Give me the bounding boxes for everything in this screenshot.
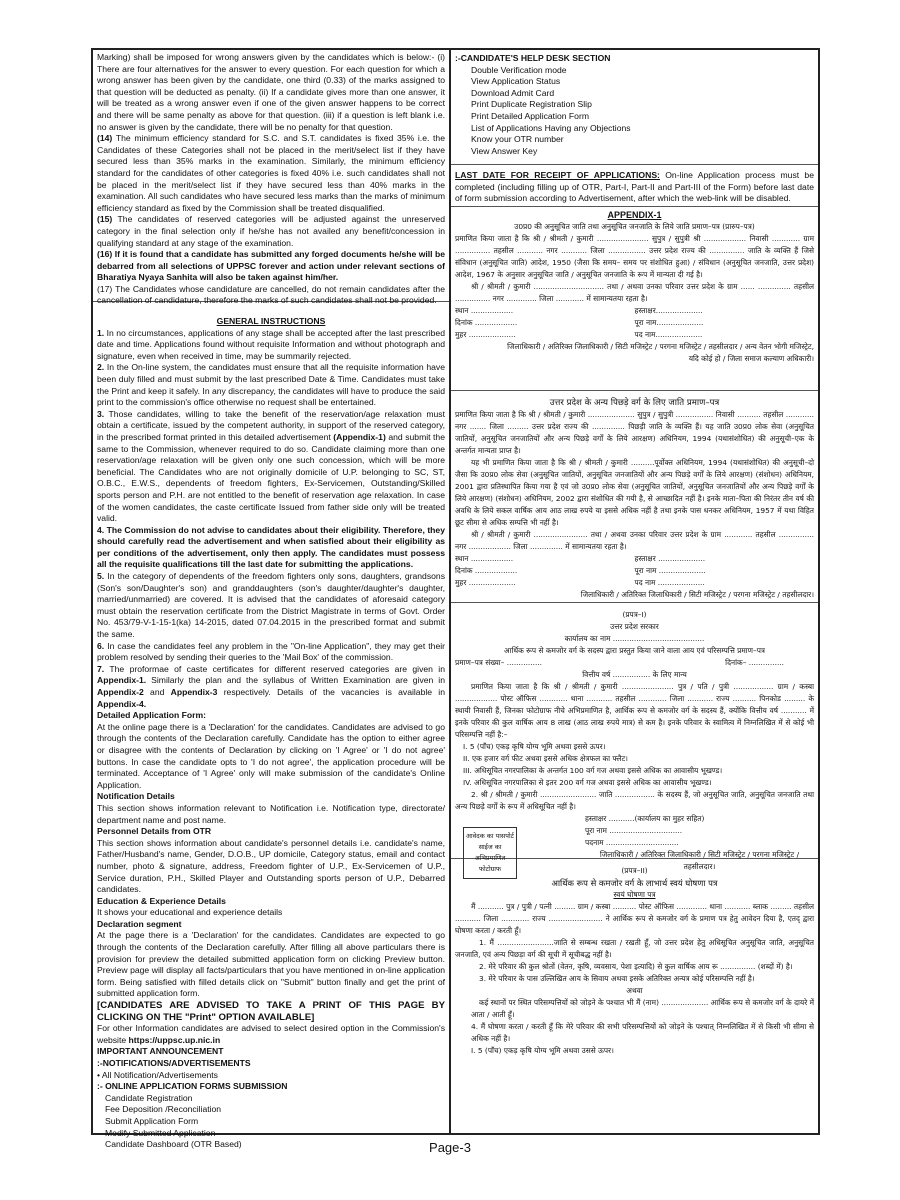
instruction-text: respectively. Details of the vacancies is available in [217,687,445,697]
notifications-heading: :-NOTIFICATIONS/ADVERTISEMENTS [97,1058,251,1068]
instruction-text: and [143,687,171,697]
detailed-form-text: At the online page there is a 'Declaration' for the candidates. Candidates are advised to go through the contents of the Declaration carefully. Candidate has the option to either agree or disagree with the contents of Declaration by clicking on 'I Agree' or 'I do not agree' buttons. In case the candidate opts to 'I do not agree', the application procedure will be terminated. Acceptance of 'I Agree' only will make submission of the candidate's Online Application. [97,721,445,790]
appendix-reference: Appendix-3 [170,687,218,697]
ews-body: प्रमाणित किया जाता है कि श्री / श्रीमती / कुमारी ...................... पुत्र / पति / पुत्री ................. ग्राम / कस्बा .................. पोस्ट ऑफिस ............ थाना ........... तहसील ............ जिला ........... राज्य .......... पिनकोड ......... के स्थायी निवासी हैं, जिनका फोटोग्राफ नीचे अभिप्रमाणित है, आर्थिक रूप से कमजोर वर्ग के सदस्य हैं, क्योंकि वित्तीय वर्ष ........... में इनके परिवार की कुल वार्षिक आय 8 लाख (आठ लाख रुपये मात्र) से कम है। इनके परिवार के स्वामित्व में निम्नलिखित में से कोई भी परिसम्पत्ति नहीं है:– [455,682,814,739]
personnel-details-heading: Personnel Details from OTR [97,826,212,837]
last-date-notice [455,170,814,205]
rule-16 [97,249,445,284]
obc-certificate [451,391,818,603]
instruction-text: 4. The Commission do not advise to candidates about their eligibility. Therefore, they should carefully read the advertisement and when satisfied about their eligibility as per conditions of the advertisement, only then apply. The candidates must possess all the requisite qualifications till the last date for submitting the applications. [97,524,445,570]
online-form-item[interactable]: Candidate Dashboard (OTR Based) [105,1139,242,1150]
designation-field: पद नाम .................... [634,578,705,587]
instruction-number: 7. [97,663,105,674]
declaration-point-3b: कई स्थानों पर स्थित परिसम्पत्तियों को जोड़ने के पश्चात भी मैं (नाम) .................... आर्थिक रूप से कमजोर वर्ग के दायरे में आता / आती हूँ। [471,998,814,1019]
appendix-reference: (Appendix-1) [333,431,386,442]
help-desk-heading: :-CANDIDATE'S HELP DESK SECTION [455,53,611,63]
instruction-number: 1. [97,327,105,338]
online-form-item[interactable]: Submit Application Form [105,1115,199,1126]
instruction-text: In the On-line system, the candidates must ensure that all the requisite information have been duly filled and must submit by the last prescribed Date & Time. Candidates must take the Print and keep it safely. In any discrepancy, the candidates will have to produce the said print to the commission's office otherwise no request shall be entertained. [97,362,445,408]
help-desk-section [451,50,818,165]
rule-14-number: (14) [97,133,113,144]
instruction-number: 2. [97,362,105,373]
office-name: कार्यालय का नाम ....................................... [564,634,705,643]
instruction-3 [97,409,445,525]
general-instructions-section [93,302,449,1153]
instruction-text: and submit the same to the Commission, whenever required to do so. Candidate claiming more than one reservation/age relaxation will be given only one such concession, which will be more beneficial. The Candidates who are not originally domicile of U.P. belonging to SC, ST, O.B.C., E.W.S., dependents of freedom fighters, Ex-Servicemen, Outstanding/Skilled sports person and P.H. are not entitled to the benefit of reservation age relaxation. In case of the women candidates, the caste certificate Issued from father side only will be treated valid. [97,431,445,524]
signature-field: हस्ताक्षर ...........(कार्यालय का मुहर सहित) [585,814,705,823]
full-name-field: पूरा नाम .................... [634,566,706,575]
appendix-reference: Appendix-2 [97,687,144,697]
appendix-reference: Appendix-1. [97,675,147,686]
online-form-item[interactable]: Fee Deposition /Reconciliation [105,1104,222,1115]
rule-15-text: The candidates of reserved categories will be adjusted against the unreserved category in the final selection only if he/she has not availed any benefit/concession in qualifying standard at any stage of the examination. [97,214,445,248]
cert-number-row [455,657,814,669]
certificate-number: प्रमाण–पत्र संख्या– ............... [455,658,543,667]
form-2-label: (प्रपत्र–II) [621,866,648,875]
asset-item: III. अधिसूचित नगरपालिका के अन्तर्गत 100 वर्ग गज अथवा इससे अधिक का आवासीय भूखण्ड। [463,766,723,775]
rule-17-text: The Candidates whose candidature are cancelled, do not remain candidates after the cancellation of candidature, therefore the marks of such candidates shall not be provided. [97,283,445,306]
full-name-field: पूरा नाम ............................... [585,826,683,835]
date-field: दिनांक .................. [455,318,518,327]
marking-rules-section [93,50,449,306]
sc-st-heading: उ0प्र0 की अनुसूचित जाति तथा अनुसूचित जनजाति के लिये जाति प्रमाण–पत्र (प्रारुप–पत्र) [514,222,755,231]
instruction-1 [97,328,445,363]
signature-field: हस्ताक्षर .................... [634,554,706,563]
notification-details-text: This section shows information relevant to Notification i.e. Notification type, directorate/ department name and post name. [97,802,445,825]
obc-authority: जिलाधिकारी / अतिरिक्त जिलाधिकारी / सिटी मजिस्ट्रेट / परगना मजिस्ट्रेट / तहसीलदार। [580,590,814,599]
help-desk-item[interactable]: View Application Status [471,76,561,87]
appendix-reference: Appendix-4. [97,698,147,709]
declaration-point-1: 1. मैं ........................जाति से सम्बन्ध रखता / रखती हूँ, जो उत्तर प्रदेश हेतु अधिसूचित अनुसूचित जाति, अनुसूचित जनजाति, एवं अन्य पिछड़ा वर्ग की सूची में सूचीबद्ध नहीं है। [455,938,814,959]
sc-st-residence: श्री / श्रीमती / कुमारी .............................. तथा / अथवा उनका परिवार उत्तर प्रदेश के ग्राम ...... .............. तहसील ............... नगर ............. जिला ............ में सामान्यतया रहता है। [455,282,814,303]
print-advice: [CANDIDATES ARE ADVISED TO TAKE A PRINT OF THIS PAGE BY CLICKING ON THE "Print" OPTION AVAILABLE] [97,1000,445,1023]
page-number: Page-3 [429,1140,471,1155]
right-column [451,50,818,1133]
designation-field: पदनाम ............................... [585,838,679,847]
marking-paragraph: Marking) shall be imposed for wrong answers given by the candidates which is below:- (i) There are four alternatives for the answer to every question. For each question for which a wrong answer has been given by the candidate, one third (0.33) of the marks assigned to that question will be deducted as penalty. (ii) If a candidate gives more than one answer, it will be treated as a wrong answer even if one of the given answer happens to be correct and there will be same penalty as above for that question. (iii) if a question is left blank i.e. no answer is given by the candidate, there will be no penalty for that question. [97,52,445,132]
declaration-heading: Declaration segment [97,918,182,929]
rule-15-number: (15) [97,214,113,225]
rule-17-number: (17) [97,283,113,294]
help-desk-item[interactable]: Download Admit Card [471,87,555,98]
rule-16-text: (16) If it is found that a candidate has submitted any forged documents he/she will be debarred from all selections of UPPSC forever and action under relevant sections of Bharatiya Nyaya Sanhita will also be taken against him/her. [97,249,445,283]
help-desk-item[interactable]: View Answer Key [471,145,538,156]
or-separator: अथवा [626,986,643,995]
declaration-point-2: 2. मेरे परिवार की कुल श्रोतों (वेतन, कृषि, व्यवसाय, पेशा इत्यादि) से कुल वार्षिक आय रू ............... (शब्दों में) है। [479,962,793,971]
instruction-text: In the category of dependents of the freedom fighters only sons, daughters, grandsons (Son's son/Daughter's son) and granddaughters (son's daughter/daughter's daughter, married/unmarried) are covered. It is advised that the candidates of aforesaid category must obtain the reservation certificate from the District Magistrate in terms of Govt. Order No. 453/79-V-1-15-1(ka) 14-2015, dated 07.04.2015 in the prescribed format and submit the same. [97,571,445,640]
instruction-5 [97,571,445,641]
photo-placeholder-box: आवेदक का पासपोर्ट साईज का अभिप्रमाणित फोटोग्राफ [463,827,517,879]
rule-15 [97,214,445,249]
rule-17 [97,284,445,307]
help-desk-item[interactable]: Know your OTR number [471,134,564,145]
important-announcement-heading: IMPORTANT ANNOUNCEMENT [97,1046,224,1057]
sc-st-signature-block [455,305,814,341]
instruction-7 [97,664,445,710]
online-form-item[interactable]: Modify Submitted Application [105,1127,216,1138]
sc-st-authority: जिलाधिकारी / अतिरिक्त जिलाधिकारी / सिटी मजिस्ट्रेट / परगना मजिस्ट्रेट / तहसीलदार / अन्य वेतन भोगी मजिस्ट्रेट, यदि कोई हो / जिला समाज कल्याण अधिकारी। [507,342,814,363]
rule-14-text: The minimum efficiency standard for S.C. and S.T. candidates is fixed 35% i.e. the Candidates of these Categories shall not be placed in the merit/select list if they have secured less than 35% marks in the examination. Similarly, the minimum efficiency standard for the candidates of other categories is fixed 40% i.e. such candidates shall not be placed in the merit/select list if they have secured less than 40% marks in the examination. All such candidates who have secured less marks than the marks of minimum efficiency standard as fixed by the Commission shall be treated disqualified. [97,133,445,213]
help-desk-item[interactable]: List of Applications Having any Objections [471,122,631,133]
website-link[interactable]: https://uppsc.up.nic.in [128,1034,221,1045]
last-date-label: LAST DATE FOR RECEIPT OF APPLICATIONS: [455,170,660,180]
asset-item: IV. अधिसूचित नगरपालिका से इतर 200 वर्ग गज अथवा इससे अधिक का आवासीय भूखण्ड। [463,778,712,787]
rule-14 [97,133,445,214]
notifications-item[interactable]: • All Notification/Advertisements [97,1069,218,1080]
last-date-section [451,165,818,207]
place-field: स्थान .................. [455,554,514,563]
asset-item: II. एक हजार वर्ग फीट अथवा इससे अधिक क्षेत्रफल का फ्लैट। [463,754,628,763]
ews-self-declaration [451,859,818,1059]
declaration-text: At the page there is a 'Declaration' for the candidates. Candidates are expected to go through the contents of the Declaration carefully. After filling all above particulars there is provision for preview the detailed submitted application form on clicking Preview button. Preview page will display all facts/particulars that you have mentioned in on-line application form. Being satisfied with filled details click on "Submit" button finally and get the print of submitted application form. [97,930,445,999]
seal-field: मुहर .................... [455,578,516,587]
ews-caste-statement: 2. श्री / श्रीमती / कुमारी ........................ जाति ................. के सदस्य हैं, जो अनुसूचित जाति, अनुसूचित जनजाति तथा अन्य पिछड़े वर्गों के रूप में अधिसूचित नहीं है। [455,790,814,811]
instruction-6 [97,641,445,664]
general-instructions-title: GENERAL INSTRUCTIONS [216,316,326,326]
education-text: It shows your educational and experience details [97,907,283,918]
instruction-number: 6. [97,640,105,651]
declaration-point-4-i: I. 5 (पाँच) एकड़ कृषि योग्य भूमि अथवा उससे ऊपर। [471,1046,614,1055]
instruction-text: The proformae of caste certificates for different reserved categories are given in [104,663,445,674]
obc-residence: श्री / श्रीमती / कुमारी ....................... तथा / अथवा उनका परिवार उत्तर प्रदेश के ग्राम ............ तहसील ............... नगर .................. जिला .............. में सामान्यतया रहता है। [455,530,814,551]
instruction-4 [97,525,445,571]
ews-cert-title: आर्थिक रूप से कमजोर वर्ग के सदस्य द्वारा प्रस्तुत किया जाने वाला आय एवं परिसम्पत्ति प्रमाण–पत्र [503,646,766,655]
obc-body-2: यह भी प्रमाणित किया जाता है कि श्री / श्रीमती / कुमारी ..........पूर्वोक्त अधिनियम, 1994 (यथासंशोधित) की अनुसूची–दो जैसा कि उ0प्र0 लोक सेवा (अनुसूचित जातियों, अनुसूचित जनजातियों और अन्य पिछड़े वर्गों के लिये आरक्षण) (संशोधन) अधिनियम, 2001 द्वारा प्रतिस्थापित किया गया है एवं जो उ0प्र0 लोक सेवा (अनुसूचित जातियों, अनुसूचित जनजातियों और अन्य पिछड़े वर्गों के लिये आरक्षण) (संशोधन) अधिनियम, 2002 द्वारा संशोधित की गयी है, से आच्छादित नहीं है। इनके माता–पिता की निरंतर तीन वर्ष की अवधि के लिये सकल वार्षिक आय आठ लाख रुपये या इससे अधिक नहीं है तथा इनके पास धनकर अधिनियम, 1957 में यथा विहित छूट सीमा से अधिक सम्पत्ति भी नहीं है। [455,458,814,527]
financial-year: वित्तीय वर्ष ................ के लिए मान्य [582,670,687,679]
instruction-text: Similarly the plan and the syllabus of Written Examination are given in [146,675,445,686]
full-name-field: पूरा नाम.................... [634,318,704,327]
self-declaration-title: आर्थिक रूप से कमजोर वर्ग के लाभार्थ स्वयं घोषणा पत्र [551,878,718,888]
instruction-text: In no circumstances, applications of any stage shall be accepted after the last prescribed date and time. Applications found without requisite Information and without photograph and signature, even when received in time, may be summarily rejected. [97,327,445,361]
education-heading: Education & Experience Details [97,895,226,906]
self-declaration-subtitle: स्वयं घोषणा पत्र [613,890,656,899]
govt-name: उत्तर प्रदेश सरकार [610,622,659,631]
left-column [93,50,451,1150]
online-forms-heading: :- ONLINE APPLICATION FORMS SUBMISSION [97,1081,288,1092]
signature-field: हस्ताक्षर.................... [634,306,703,315]
designation-field: पद नाम.................... [634,330,703,339]
place-field: स्थान .................. [455,306,514,315]
instruction-text: Those candidates, willing to take the benefit of the reservation/age relaxation must obtain a certificate, issued by the competent authority, in support of the reserved category, in the prescribed format printed in this detailed advertisement [97,408,445,442]
online-form-item[interactable]: Candidate Registration [105,1092,193,1103]
asset-item: I. 5 (पाँच) एकड़ कृषि योग्य भूमि अथवा इससे ऊपर। [463,742,606,751]
certificate-date: दिनांक– ............... [725,658,784,667]
seal-field: मुहर .................... [455,330,516,339]
obc-body: प्रमाणित किया जाता है कि श्री / श्रीमती / कुमारी .................... सुपुत्र / सुपुत्री ................ निवासी .......... तहसील ............ नगर ....... जिला ......... उत्तर प्रदेश राज्य की .............. पिछड़ी जाति के व्यक्ति हैं। यह जाति उ0प्र0 लोक सेवा (अनुसूचित जातियों, अनुसूचित जनजातियों और अन्य पिछड़े वर्गों के लिये आरक्षण) अधिनियम, 1994 (यथासंशोधित) की अनुसूची–एक के अन्तर्गत मान्यता प्राप्त है। [455,410,814,455]
help-desk-item[interactable]: Print Duplicate Registration Slip [471,99,592,110]
obc-heading: उत्तर प्रदेश के अन्य पिछड़े वर्ग के लिए जाति प्रमाण–पत्र [549,398,720,408]
instruction-number: 5. [97,571,105,582]
form-1-label: (प्रपत्र–I) [622,610,647,619]
other-info [97,1023,445,1046]
declaration-point-4: 4. मैं घोषणा करता / करती हूँ कि मेरे परिवार की सभी परिसम्पत्तियों को जोड़ने के पश्चात् निम्नलिखित में से किसी भी सीमा से अधिक नहीं है। [471,1022,814,1043]
instruction-text: In case the candidates feel any problem in the "On-line Application", they may get their problem resolved by sending their queries to the 'Mail Box' of the commission. [97,640,445,663]
obc-signature-block [455,553,814,589]
other-info-text: For other Information candidates are advised to select desired option in the Commission's website [97,1023,445,1045]
date-field: दिनांक .................. [455,566,518,575]
ews-authority: जिलाधिकारी / अतिरिक्त जिलाधिकारी / सिटी मजिस्ट्रेट / परगना मजिस्ट्रेट / तहसीलदार। [599,850,800,871]
declaration-body: मैं ........... पुत्र / पुत्री / पत्नी ......... ग्राम / कस्बा .......... पोस्ट ऑफिस ............. थाना ........... ब्लाक ......... तहसील ........... जिला ............ राज्य ....................... ने आर्थिक रूप से कमजोर वर्ग के प्रमाण पत्र हेतु आवेदन दिया है, एतद् द्वारा घोषणा करता / करती हूँ। [455,902,814,935]
detailed-form-heading: Detailed Application Form: [97,710,207,721]
sc-st-certificate [451,207,818,391]
appendix-title: APPENDIX-1 [607,210,662,220]
instruction-number: 3. [97,408,105,419]
last-date-text: On-line Application process must be completed (including filling up of OTR, Part-I, Part-II and Part-III of the Form) before last date of form submission according to Advertisement, after which the web-link will be disabled. [455,170,814,204]
personnel-details-text: This section shows information about candidate's personnel details i.e. candidate's name, Father/Husband's name, Gender, D.O.B., UP domicile, Category status, email and contact number, photo & signature, address, Freedom fighter of U.P., Ex-Servicemen of U.P., Service duration, P.H., Skilled Player and Outstanding sports person of U.P., Debarred candidates. [97,837,445,895]
help-desk-item[interactable]: Double Verification mode [471,64,567,75]
notification-details-heading: Notification Details [97,791,175,802]
declaration-point-3: 3. मेरे परिवार के पास उल्लिखित आय के सिवाय अथवा इसके अतिरिक्त अन्यत्र कोई परिसम्पत्ति नहीं है। [479,974,755,983]
instruction-2 [97,362,445,408]
help-desk-item[interactable]: Print Detailed Application Form [471,110,589,121]
sc-st-body: प्रमाणित किया जाता है कि श्री / श्रीमती / कुमारी ...................... सुपुत्र / सुपुत्री श्री .................. निवासी ............ ग्राम ............... तहसील ........... नगर ........... जिला ................ उत्तर प्रदेश राज्य की ............... जाति के व्यक्ति हैं जिसे संविधान (अनुसूचित जाति) आदेश, 1950 (जैसा कि समय– समय पर संशोधित हुआ) / संविधान (अनुसूचित जनजाति, उत्तर प्रदेश) आदेश, 1967 के अनुसार अनुसूचित जाति / अनुसूचित जनजाति के रूप में मान्यता दी गई है। [455,234,814,279]
